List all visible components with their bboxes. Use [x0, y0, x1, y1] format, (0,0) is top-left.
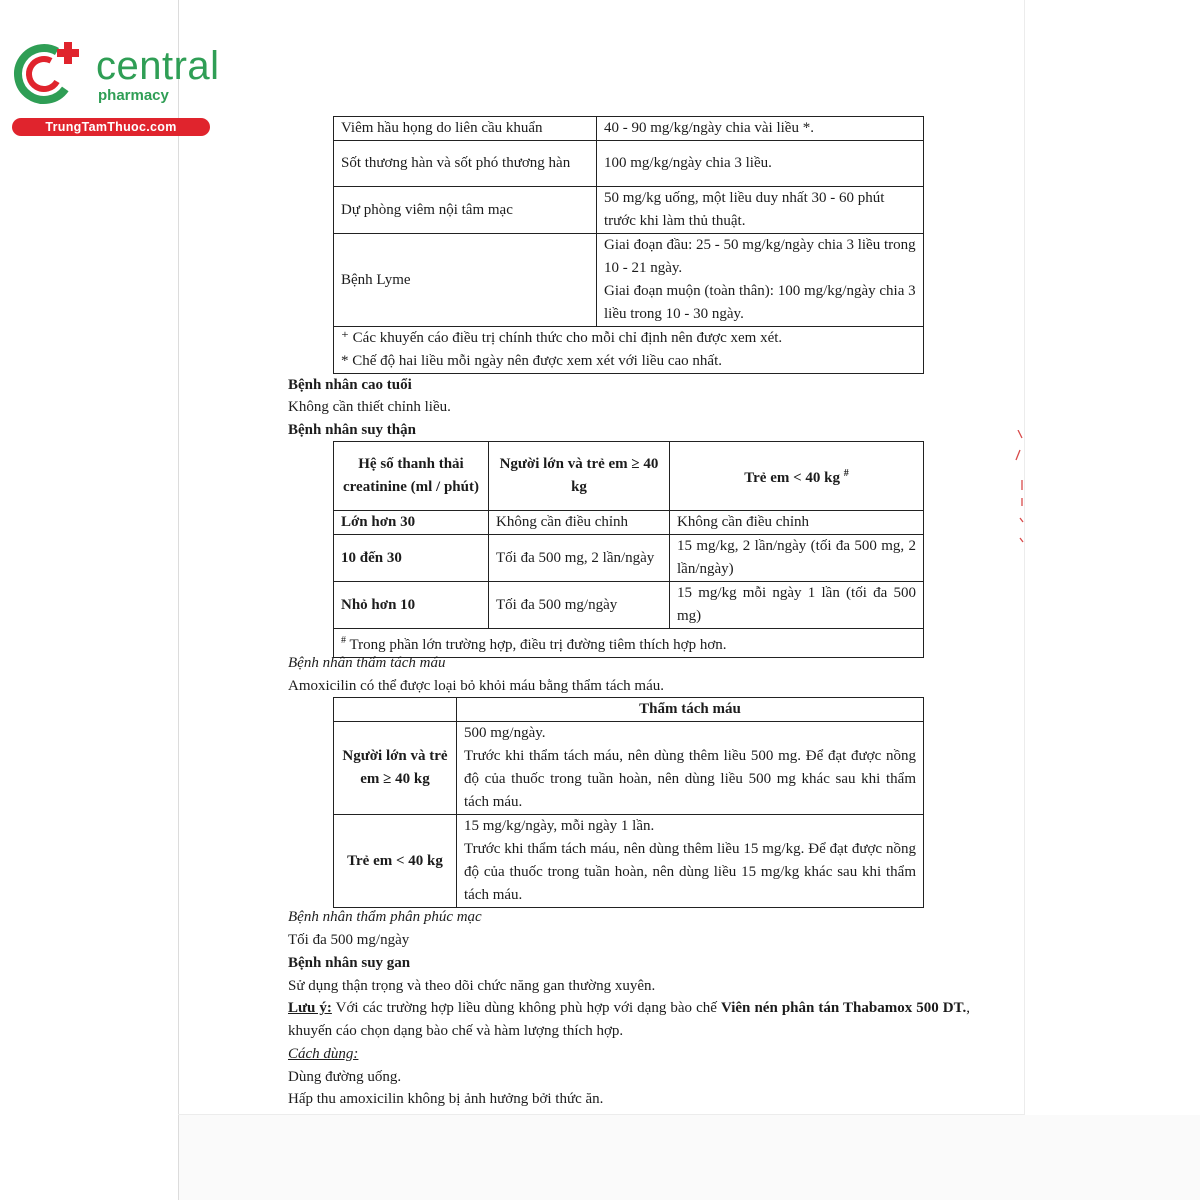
- footnote: ⁺ Các khuyến cáo điều trị chính thức cho mỗi chỉ định nên được xem xét.: [341, 330, 783, 346]
- dose-cell: [457, 815, 924, 908]
- footnote-mark: #: [341, 635, 346, 646]
- dose-line: 500 mg/ngày.: [464, 725, 546, 741]
- clearance-cell: Nhỏ hơn 10: [334, 582, 489, 629]
- section-heading: Bệnh nhân cao tuổi: [288, 377, 412, 393]
- dose-cell: 40 - 90 mg/kg/ngày chia vài liều *.: [597, 117, 924, 141]
- child-dose-cell: 15 mg/kg, 2 lần/ngày (tối đa 500 mg, 2 lần/ngày): [670, 535, 924, 582]
- table-row: [334, 815, 924, 908]
- page-edge: [178, 0, 179, 1200]
- indication-cell: Bệnh Lyme: [334, 234, 597, 327]
- note-paragraph: [288, 997, 970, 1043]
- paragraph: Dùng đường uống.: [288, 1069, 402, 1085]
- patient-group-cell: Trẻ em < 40 kg: [334, 815, 457, 908]
- dose-line: Giai đoạn đầu: 25 - 50 mg/kg/ngày chia 3 liều trong 10 - 21 ngày.: [604, 237, 916, 276]
- logo-site-bar: TrungTamThuoc.com: [12, 118, 210, 136]
- dose-cell: [597, 234, 924, 327]
- column-header: Người lớn và trẻ em ≥ 40 kg: [489, 442, 670, 511]
- dose-line: Trước khi thẩm tách máu, nên dùng thêm liều 15 mg/kg. Để đạt được nồng độ của thuốc trong tuần hoàn, nên dùng liều 15 mg/kg khác sau khi thẩm tách máu.: [464, 841, 916, 903]
- header-superscript: #: [843, 468, 849, 479]
- table-row: [334, 141, 924, 187]
- table-row: [334, 187, 924, 234]
- column-header: Hệ số thanh thải creatinine (ml / phút): [334, 442, 489, 511]
- table-footnote-row: [334, 327, 924, 374]
- note-label: Lưu ý:: [288, 1000, 332, 1016]
- central-pharmacy-logo: [10, 38, 220, 138]
- dose-line: Giai đoạn muộn (toàn thân): 100 mg/kg/ngày chia 3 liều trong 10 - 30 ngày.: [604, 283, 916, 322]
- table-row: [334, 582, 924, 629]
- child-dose-cell: Không cần điều chỉnh: [670, 511, 924, 535]
- renal-table: [333, 441, 924, 658]
- product-name: Viên nén phân tán Thabamox 500 DT.: [720, 1000, 967, 1016]
- table-row: [334, 234, 924, 327]
- dosing-table: [333, 116, 924, 374]
- section-heading: Cách dùng:: [288, 1046, 359, 1062]
- child-dose-cell: 15 mg/kg mỗi ngày 1 lần (tối đa 500 mg): [670, 582, 924, 629]
- table-header-row: [334, 442, 924, 511]
- section-heading: Bệnh nhân suy thận: [288, 422, 416, 438]
- patient-group-cell: Người lớn và trẻ em ≥ 40 kg: [334, 722, 457, 815]
- paragraph: Tối đa 500 mg/ngày: [288, 932, 410, 948]
- dose-cell: [457, 722, 924, 815]
- clearance-cell: 10 đến 30: [334, 535, 489, 582]
- section-heading: Bệnh nhân thẩm phân phúc mạc: [288, 909, 482, 925]
- indication-cell: Dự phòng viêm nội tâm mạc: [334, 187, 597, 234]
- dose-cell: 100 mg/kg/ngày chia 3 liều.: [597, 141, 924, 187]
- margin-marks: [1014, 430, 1028, 550]
- paragraph: Amoxicilin có thể được loại bỏ khỏi máu bằng thẩm tách máu.: [288, 678, 664, 694]
- page-bottom-area: [179, 1115, 1200, 1200]
- paragraph: Sử dụng thận trọng và theo dõi chức năng gan thường xuyên.: [288, 978, 656, 994]
- header-text: Trẻ em < 40 kg: [744, 470, 840, 486]
- pharmacy-logo-icon: [10, 38, 90, 108]
- indication-cell: Sốt thương hàn và sốt phó thương hàn: [334, 141, 597, 187]
- note-text: Với các trường hợp liều dùng không phù hợp với dạng bào chế: [331, 1000, 721, 1016]
- note-text: , khuyến cáo chọn dạng bào chế và hàm lượng thích hợp.: [288, 1000, 970, 1039]
- dose-line: Trước khi thẩm tách máu, nên dùng thêm liều 500 mg. Để đạt được nồng độ của thuốc trong tuần hoàn, nên dùng liều 500 mg khác sau khi thẩm tách máu.: [464, 748, 916, 810]
- adult-dose-cell: Tối đa 500 mg/ngày: [489, 582, 670, 629]
- table-header-row: [334, 698, 924, 722]
- footnote: Trong phần lớn trường hợp, điều trị đường tiêm thích hợp hơn.: [349, 637, 727, 653]
- paragraph: Không cần thiết chỉnh liều.: [288, 399, 451, 415]
- empty-header-cell: [334, 698, 457, 722]
- logo-subtitle: pharmacy: [98, 87, 169, 104]
- adult-dose-cell: Không cần điều chỉnh: [489, 511, 670, 535]
- logo-brand: central: [96, 44, 220, 88]
- table-row: [334, 722, 924, 815]
- column-header: Thẩm tách máu: [457, 698, 924, 722]
- indication-cell: Viêm hầu họng do liên cầu khuẩn: [334, 117, 597, 141]
- section-heading: Bệnh nhân suy gan: [288, 955, 411, 971]
- table-row: [334, 117, 924, 141]
- footnote: * Chế độ hai liều mỗi ngày nên được xem xét với liều cao nhất.: [341, 353, 722, 369]
- section-heading: Bệnh nhân thẩm tách máu: [288, 655, 446, 671]
- hemodialysis-table: [333, 697, 924, 908]
- dose-line: 15 mg/kg/ngày, mỗi ngày 1 lần.: [464, 818, 655, 834]
- paragraph: Hấp thu amoxicilin không bị ảnh hưởng bởi thức ăn.: [288, 1091, 604, 1107]
- dose-cell: 50 mg/kg uống, một liều duy nhất 30 - 60 phút trước khi làm thủ thuật.: [597, 187, 924, 234]
- column-header: [670, 442, 924, 511]
- clearance-cell: Lớn hơn 30: [334, 511, 489, 535]
- adult-dose-cell: Tối đa 500 mg, 2 lần/ngày: [489, 535, 670, 582]
- footnote-cell: [334, 327, 924, 374]
- table-row: [334, 511, 924, 535]
- page-edge: [1024, 0, 1025, 1120]
- table-row: [334, 535, 924, 582]
